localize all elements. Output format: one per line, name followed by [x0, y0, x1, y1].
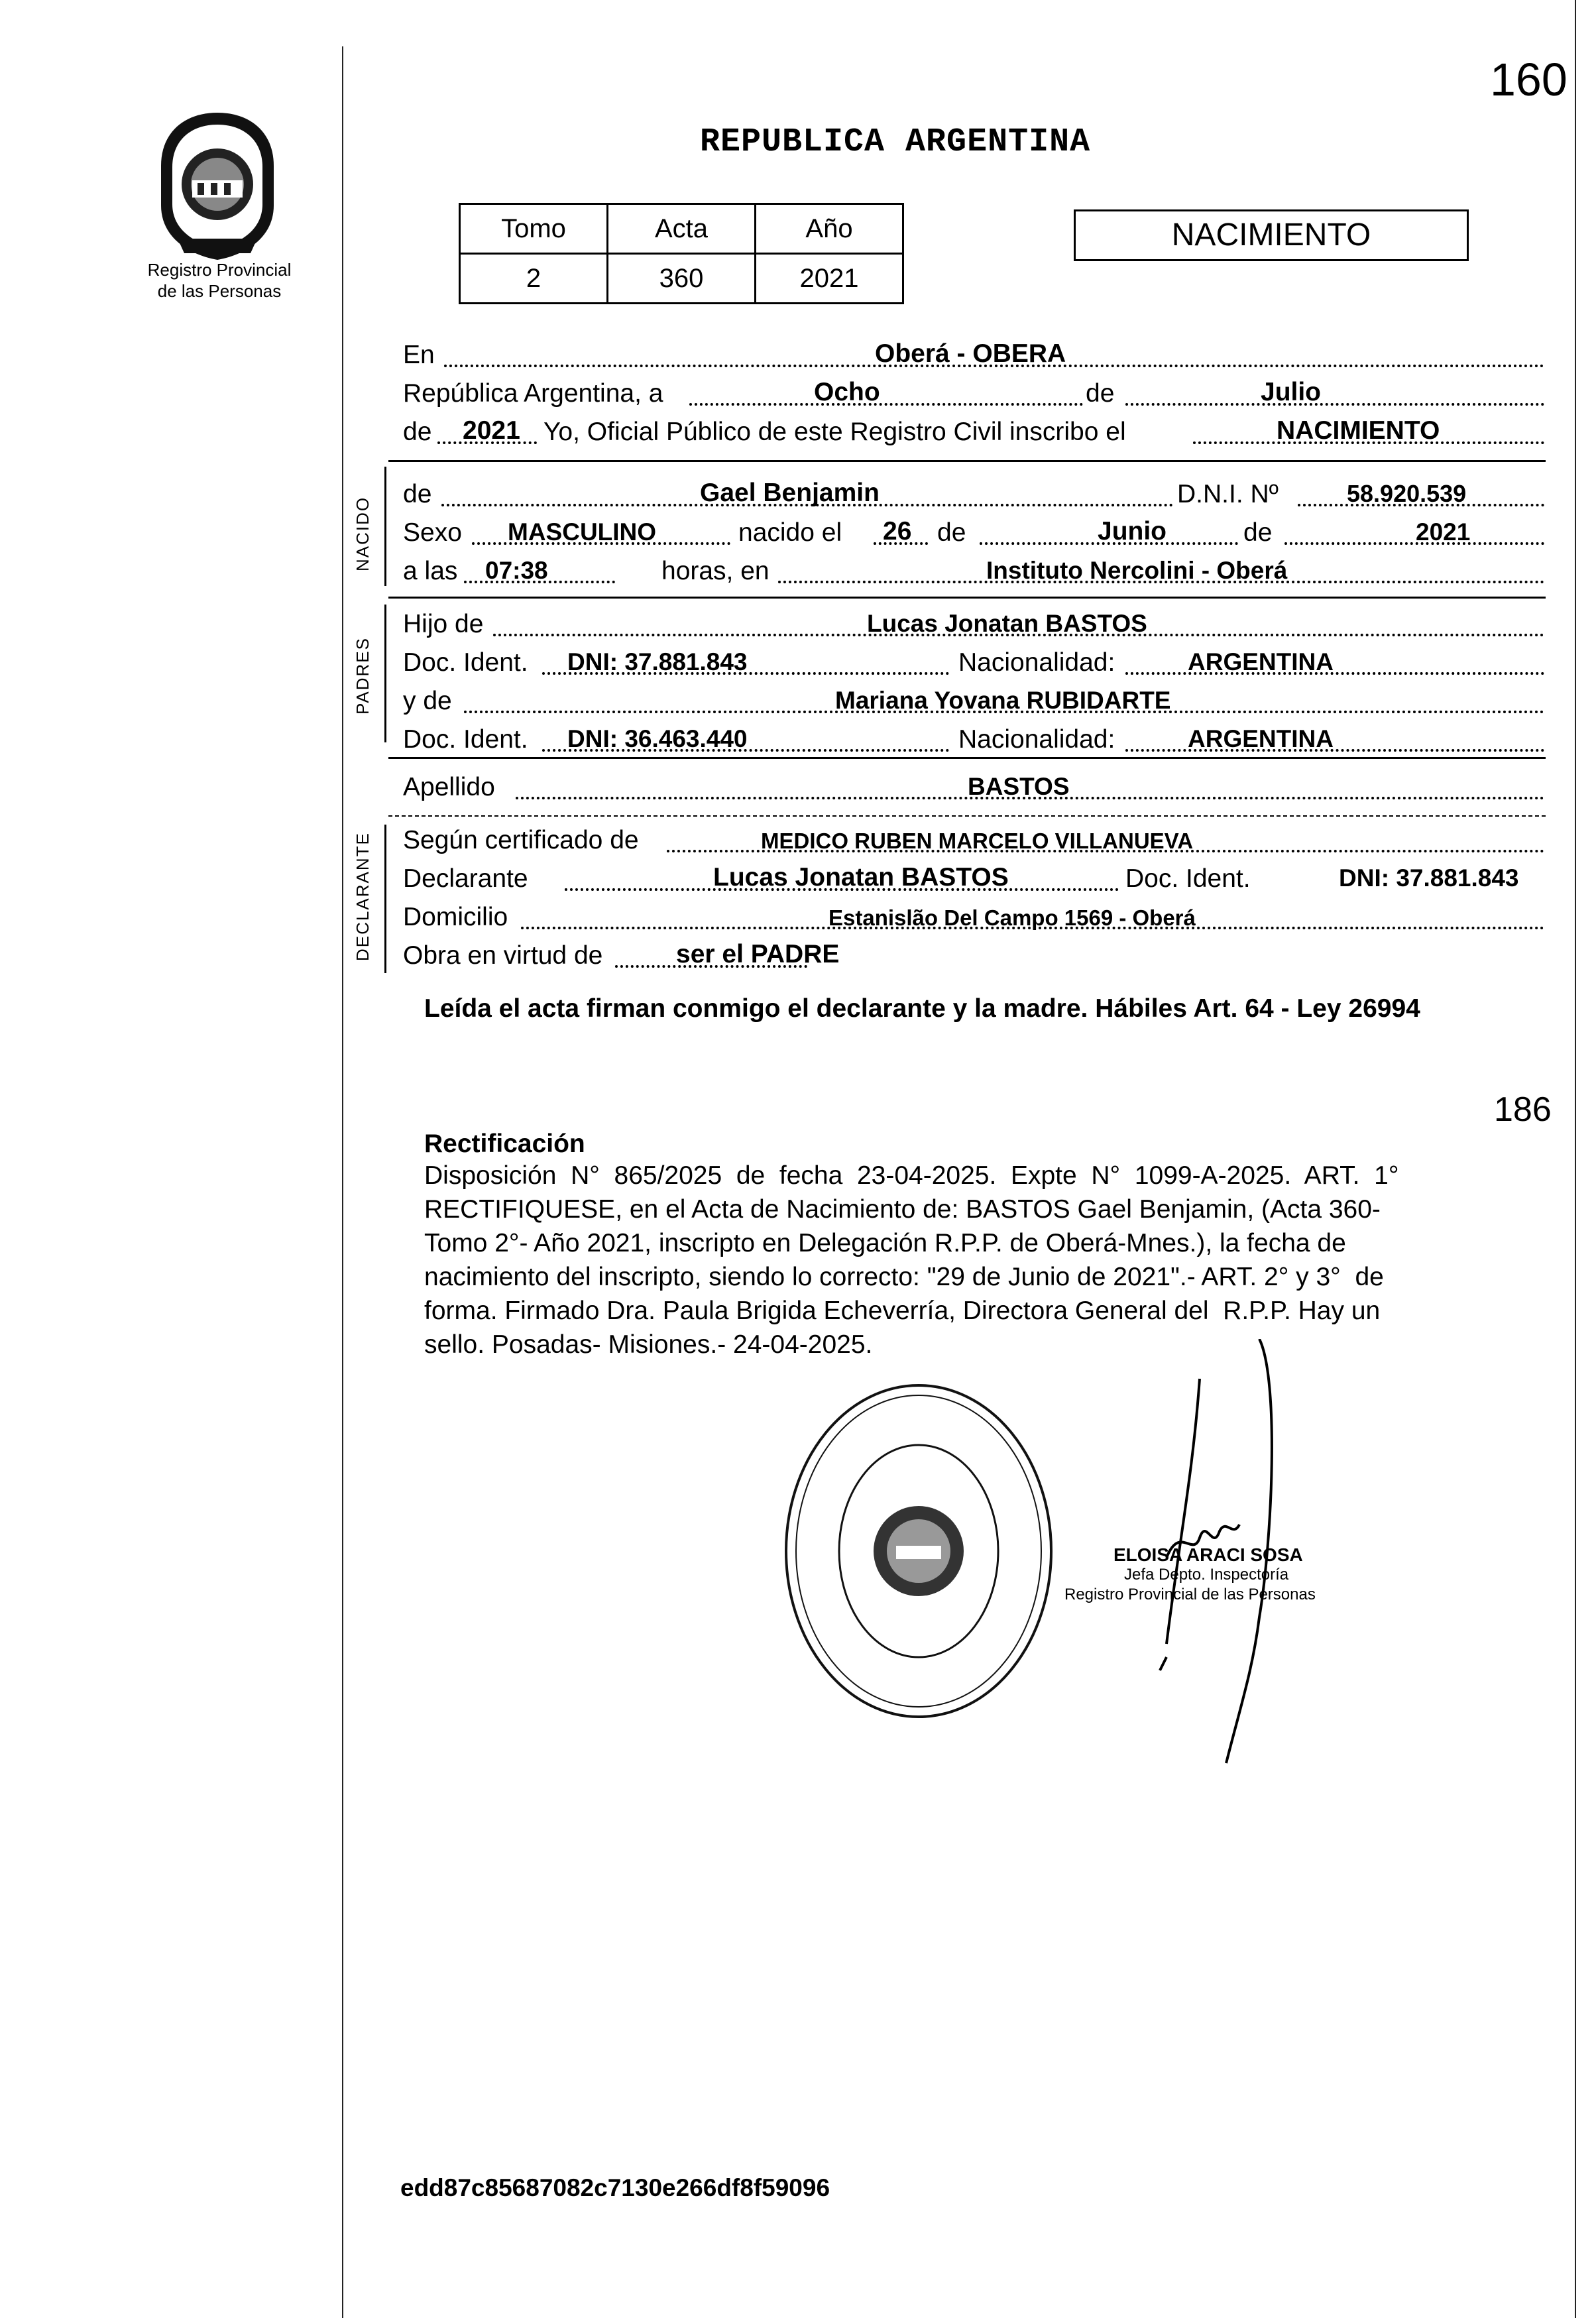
- father-name: Lucas Jonatan BASTOS: [867, 610, 1147, 637]
- mother-nat: ARGENTINA: [1188, 725, 1334, 752]
- month-value: Julio: [1261, 378, 1322, 406]
- table-header-tomo: Tomo: [460, 204, 608, 254]
- nacido-bar: [384, 467, 386, 586]
- row-name: [403, 476, 1544, 513]
- horas-label: horas, en: [661, 557, 770, 585]
- misiones-emblem-icon: [151, 106, 284, 265]
- mother-nat-label: Nacionalidad:: [958, 725, 1115, 754]
- table-header-ano: Año: [756, 204, 903, 254]
- birth-year: 2021: [1416, 518, 1471, 546]
- logo-caption-1: Registro Provincial: [147, 260, 292, 280]
- obra-value: ser el PADRE: [676, 940, 840, 968]
- hijo-label: Hijo de: [403, 610, 484, 638]
- declarante-bar: [384, 825, 386, 973]
- padres-bar: [384, 605, 386, 742]
- domicilio-value: Estanislão Del Campo 1569 - Oberá: [828, 905, 1196, 930]
- side-label-declarante: DECLARANTE: [353, 832, 372, 961]
- stamp-org: Registro Provincial de las Personas: [1064, 1586, 1316, 1603]
- inscribo-label: Yo, Oficial Público de este Registro Civil inscribo el: [543, 418, 1126, 446]
- dni-label: D.N.I. Nº: [1177, 480, 1279, 508]
- row-segun: [403, 822, 1544, 859]
- record-type-box: [1074, 209, 1469, 261]
- table-value-acta: 360: [608, 254, 756, 304]
- leida-text: Leída el acta firman conmigo el declarante y la madre. Hábiles Art. 64 - Ley 26994: [424, 994, 1420, 1023]
- rectificacion-line-1: Disposición N° 865/2025 de fecha 23-04-2025. Expte N° 1099-A-2025. ART. 1°: [424, 1161, 1399, 1190]
- nacido-label: nacido el: [738, 518, 842, 547]
- rectificacion-line-6: sello. Posadas- Misiones.- 24-04-2025.: [424, 1330, 873, 1359]
- declarante-label: Declarante: [403, 864, 528, 893]
- mother-docident-label: Doc. Ident.: [403, 725, 528, 754]
- segun-value: MEDICO RUBEN MARCELO VILLANUEVA: [761, 829, 1194, 853]
- stamp-name: ELOISA ARACI SOSA: [1113, 1544, 1303, 1565]
- row-obra: [403, 937, 1544, 974]
- apellido-label: Apellido: [403, 773, 495, 801]
- place-value: Instituto Nercolini - Oberá: [986, 557, 1288, 584]
- row-mother-doc: [403, 721, 1544, 758]
- father-doc: DNI: 37.881.843: [567, 648, 748, 675]
- table-value-tomo: 2: [460, 254, 608, 304]
- segun-label: Según certificado de: [403, 826, 639, 854]
- row-sexo: [403, 514, 1544, 551]
- time-value: 07:38: [485, 557, 548, 584]
- inscribo-value: NACIMIENTO: [1277, 416, 1440, 445]
- divider-1: [388, 460, 1546, 462]
- divider-2: [388, 597, 1546, 599]
- provincial-logo: [151, 106, 284, 265]
- declarante-doc: DNI: 37.881.843: [1339, 864, 1519, 892]
- alas-label: a las: [403, 557, 458, 585]
- right-margin-line: [1575, 0, 1576, 2318]
- mother-doc: DNI: 36.463.440: [567, 725, 748, 752]
- stamp-title: Jefa Depto. Inspectoría: [1124, 1566, 1289, 1584]
- left-margin-line: [342, 46, 343, 2318]
- row-hora: [403, 553, 1544, 590]
- row-en: [403, 337, 1544, 374]
- seal-oval-icon: [779, 1379, 1058, 1723]
- de-label-2: de: [403, 418, 432, 446]
- sexo-label: Sexo: [403, 518, 462, 547]
- row-apellido: [403, 769, 1544, 806]
- logo-caption-2: de las Personas: [157, 281, 282, 301]
- declarante-docident-label: Doc. Ident.: [1125, 864, 1251, 893]
- tomo-acta-ano-table: [459, 203, 904, 304]
- country-heading: REPUBLICA ARGENTINA: [700, 123, 1091, 161]
- table-value-ano: 2021: [756, 254, 903, 304]
- name-value: Gael Benjamin: [700, 479, 880, 507]
- republica-label: República Argentina, a: [403, 379, 663, 408]
- rectificacion-line-2: RECTIFIQUESE, en el Acta de Nacimiento de: BASTOS Gael Benjamin, (Acta 360-: [424, 1195, 1381, 1224]
- apellido-value: BASTOS: [968, 773, 1070, 800]
- divider-3: [388, 757, 1546, 759]
- record-type: NACIMIENTO: [1171, 217, 1371, 253]
- de-label-3: de: [403, 480, 432, 508]
- row-domicilio: [403, 899, 1544, 936]
- month-dots: [1125, 403, 1544, 406]
- row-ydemadre: [403, 683, 1544, 720]
- rectificacion-title: Rectificación: [424, 1130, 585, 1158]
- obra-label: Obra en virtud de: [403, 941, 603, 970]
- rectificacion-line-4: nacimiento del inscripto, siendo lo correcto: "29 de Junio de 2021".- ART. 2° y 3° de: [424, 1263, 1384, 1291]
- birth-month: Junio: [1098, 517, 1167, 546]
- father-docident-label: Doc. Ident.: [403, 648, 528, 677]
- declarante-value: Lucas Jonatan BASTOS: [713, 863, 1009, 892]
- side-label-padres: PADRES: [353, 637, 372, 715]
- divider-4: [388, 815, 1546, 817]
- row-hijo: [403, 606, 1544, 643]
- day-dots: [689, 403, 1083, 406]
- father-nat-label: Nacionalidad:: [958, 648, 1115, 677]
- en-value: Oberá - OBERA: [875, 339, 1066, 368]
- en-label: En: [403, 341, 435, 369]
- domicilio-label: Domicilio: [403, 903, 508, 931]
- document-hash: edd87c85687082c7130e266df8f59096: [400, 2174, 830, 2201]
- side-label-nacido: NACIDO: [353, 496, 372, 571]
- sexo-value: MASCULINO: [508, 518, 657, 546]
- de-label-4: de: [937, 518, 966, 547]
- birth-year-dots: [1284, 542, 1544, 545]
- row-fecha: [403, 375, 1544, 412]
- de-label-1: de: [1086, 379, 1115, 408]
- de-label-5: de: [1243, 518, 1273, 547]
- row-declarante: [403, 860, 1544, 898]
- official-seal: [779, 1379, 1058, 1723]
- year-value: 2021: [463, 416, 520, 445]
- rectificacion-number: 186: [1494, 1090, 1552, 1129]
- page-number: 160: [1490, 54, 1568, 105]
- row-inscribo: [403, 414, 1544, 451]
- day-value: Ocho: [814, 378, 880, 406]
- rectificacion-line-5: forma. Firmado Dra. Paula Brigida Echeverría, Directora General del R.P.P. Hay un: [424, 1297, 1381, 1325]
- birth-day: 26: [883, 517, 912, 546]
- rectificacion-line-3: Tomo 2°- Año 2021, inscripto en Delegación R.P.P. de Oberá-Mnes.), la fecha de: [424, 1229, 1346, 1257]
- row-father-doc: [403, 644, 1544, 681]
- yde-label: y de: [403, 687, 452, 715]
- father-nat: ARGENTINA: [1188, 648, 1334, 675]
- mother-name: Mariana Yovana RUBIDARTE: [835, 687, 1171, 714]
- dni-value: 58.920.539: [1347, 480, 1467, 507]
- table-header-acta: Acta: [608, 204, 756, 254]
